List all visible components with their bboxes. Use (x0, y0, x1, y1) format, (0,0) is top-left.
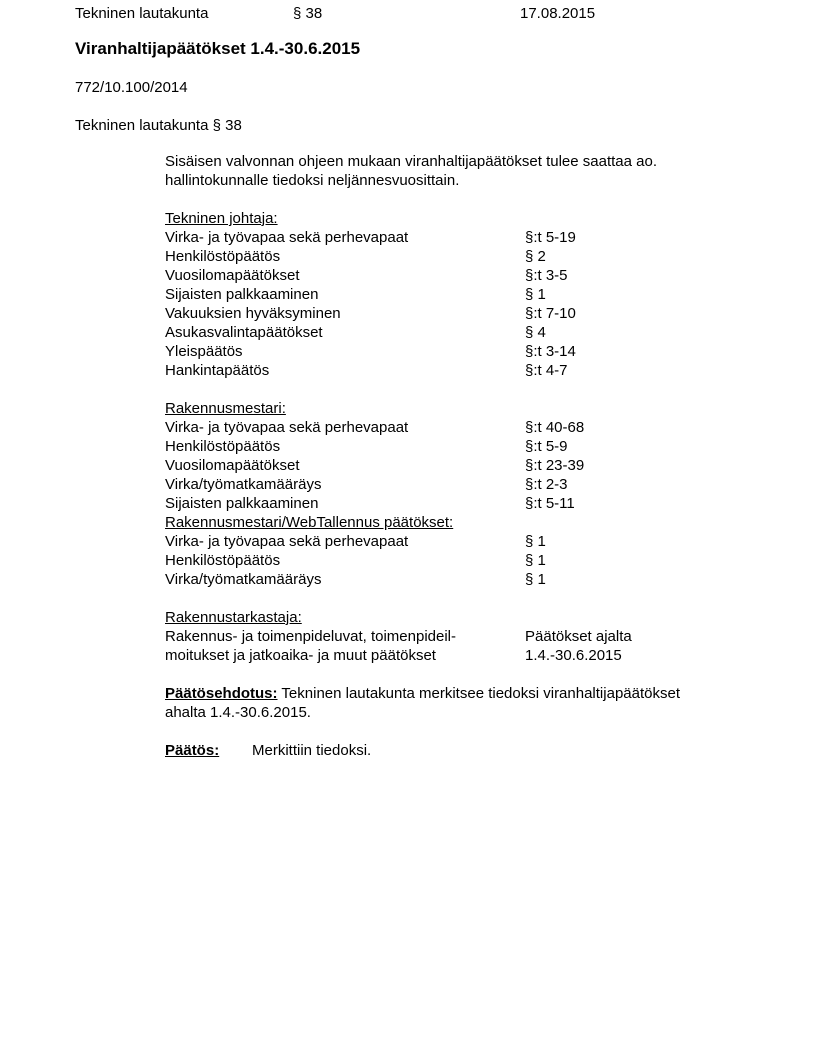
item-section-ref: §:t 2-3 (525, 476, 568, 493)
item-section-ref: §:t 5-19 (525, 229, 576, 246)
inspector-period (525, 627, 786, 665)
item-label: Virka- ja työvapaa sekä perhevapaat (165, 419, 409, 436)
section-heading: Rakennusmestari/WebTallennus päätökset: (165, 514, 454, 531)
item-label: Sijaisten palkkaaminen (165, 495, 319, 512)
item-label: Vuosilomapäätökset (165, 457, 300, 474)
list-item (165, 342, 786, 361)
section-rakennustarkastaja (165, 608, 786, 665)
page-header (75, 4, 786, 23)
proposal-text-line2: ahalta 1.4.-30.6.2015. (165, 704, 311, 721)
inspector-description-line: Rakennus- ja toimenpideluvat, toimenpideil- (165, 628, 456, 645)
list-item (165, 494, 786, 513)
item-section-ref: §:t 23-39 (525, 457, 585, 474)
item-label: Henkilöstöpäätös (165, 438, 281, 455)
list-item (165, 228, 786, 247)
header-section-ref: § 38 (293, 5, 323, 22)
item-label: Yleispäätös (165, 343, 243, 360)
item-section-ref: §:t 5-9 (525, 438, 568, 455)
proposal-label: Päätösehdotus: (165, 685, 278, 702)
list-item (165, 570, 786, 589)
section-tekninen-johtaja (165, 209, 786, 380)
section-heading: Tekninen johtaja: (165, 210, 278, 227)
item-label: Asukasvalintapäätökset (165, 324, 323, 341)
item-label: Virka/työmatkamääräys (165, 476, 322, 493)
list-item (165, 323, 786, 342)
item-label: Virka- ja työvapaa sekä perhevapaat (165, 229, 409, 246)
list-item (165, 247, 786, 266)
inspector-period-line: Päätökset ajalta (525, 628, 632, 645)
item-section-ref: §:t 40-68 (525, 419, 585, 436)
item-label: Vakuuksien hyväksyminen (165, 305, 341, 322)
item-section-ref: §:t 7-10 (525, 305, 576, 322)
decision-text: Merkittiin tiedoksi. (252, 742, 372, 759)
item-label: Hankintapäätös (165, 362, 270, 379)
header-committee: Tekninen lautakunta (75, 5, 209, 22)
list-item (165, 418, 786, 437)
item-section-ref: §:t 5-11 (525, 495, 575, 512)
item-section-ref: § 1 (525, 552, 546, 569)
list-item (165, 551, 786, 570)
list-item (165, 361, 786, 380)
item-section-ref: §:t 3-5 (525, 267, 568, 284)
inspector-item (165, 627, 786, 665)
list-item (165, 437, 786, 456)
list-item (165, 285, 786, 304)
inspector-description (165, 627, 525, 665)
list-item (165, 456, 786, 475)
section-webtallennus (165, 513, 786, 589)
decision-row (165, 741, 786, 760)
section-heading: Rakennustarkastaja: (165, 609, 302, 626)
inspector-period-line: 1.4.-30.6.2015 (525, 647, 622, 664)
proposal-paragraph (165, 684, 816, 722)
page-title: Viranhaltijapäätökset 1.4.-30.6.2015 (75, 39, 361, 58)
item-section-ref: § 2 (525, 248, 546, 265)
section-heading: Rakennusmestari: (165, 400, 286, 417)
content-block (165, 152, 786, 760)
inspector-description-line: moitukset ja jatkoaika- ja muut päätökset (165, 647, 436, 664)
item-section-ref: § 1 (525, 571, 546, 588)
item-label: Virka- ja työvapaa sekä perhevapaat (165, 533, 409, 550)
item-label: Henkilöstöpäätös (165, 552, 281, 569)
list-item (165, 266, 786, 285)
item-label: Virka/työmatkamääräys (165, 571, 322, 588)
item-label: Henkilöstöpäätös (165, 248, 281, 265)
proposal-text: Tekninen lautakunta merkitsee tiedoksi viranhaltijapäätökset (281, 685, 680, 702)
list-item (165, 304, 786, 323)
subheading: Tekninen lautakunta § 38 (75, 117, 242, 134)
header-date: 17.08.2015 (520, 5, 596, 22)
intro-line: hallintokunnalle tiedoksi neljännesvuosittain. (165, 172, 460, 189)
intro-paragraph (165, 152, 786, 190)
item-label: Vuosilomapäätökset (165, 267, 300, 284)
list-item (165, 532, 786, 551)
item-section-ref: §:t 4-7 (525, 362, 568, 379)
item-section-ref: § 1 (525, 286, 546, 303)
case-number: 772/10.100/2014 (75, 79, 188, 96)
item-label: Sijaisten palkkaaminen (165, 286, 319, 303)
list-item (165, 475, 786, 494)
intro-line: Sisäisen valvonnan ohjeen mukaan viranhaltijapäätökset tulee saattaa ao. (165, 153, 657, 170)
item-section-ref: § 4 (525, 324, 546, 341)
decision-label: Päätös: (165, 742, 220, 759)
item-section-ref: § 1 (525, 533, 546, 550)
item-section-ref: §:t 3-14 (525, 343, 576, 360)
section-rakennusmestari (165, 399, 786, 513)
